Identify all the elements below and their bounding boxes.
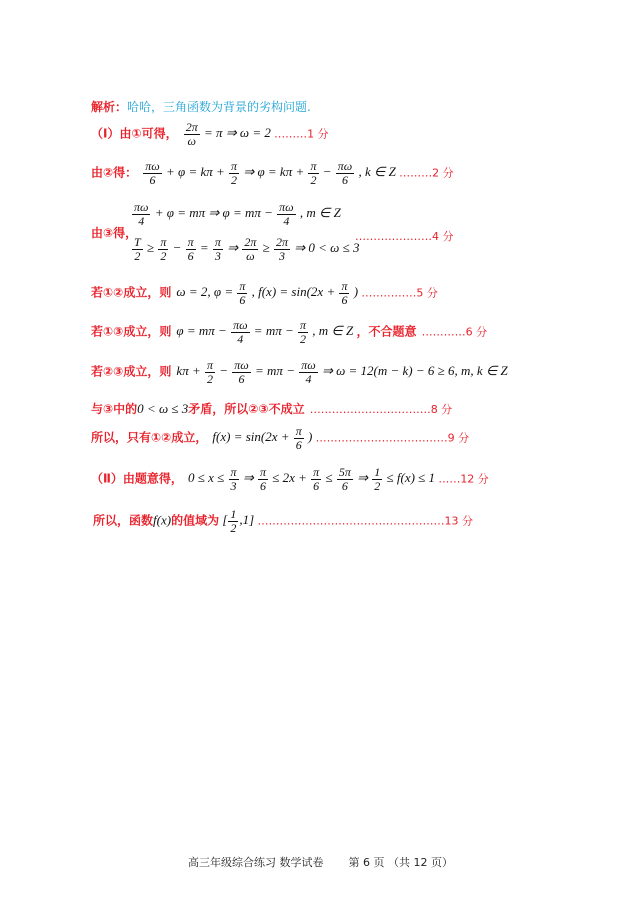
case13-label: 若①③成立，则 (91, 324, 172, 339)
case13-line: 若①③成立，则 φ = mπ − $\frac{\pi\omega}{4}$ = mπ − $\frac{\pi}{2}$ , m ∈ Z ，不合题意 …………6 分 (91, 318, 488, 346)
score-marker: ……………………………8 分 (309, 403, 453, 416)
score-marker: ……………………………………………13 分 (257, 514, 473, 528)
case13-note: ，不合题意 (356, 324, 417, 339)
step3-score-wrap (355, 225, 454, 244)
footer-page-number: 第 6 页 （共 12 页） (348, 856, 453, 869)
score-marker: ……………5 分 (361, 286, 438, 300)
step3-line1: $\frac{\pi\omega}{4}$ + φ = mπ ⇒ φ = mπ − $\frac{\pi\omega}{4}$ , m ∈ Z (134, 200, 341, 228)
step2-label: 由②得： (91, 165, 138, 180)
analysis-label: 解析： (91, 100, 128, 114)
range-label: 所以，函数 (93, 513, 154, 528)
conclusion-label: 所以，只有①②成立， (91, 430, 208, 445)
part1-line (91, 121, 329, 148)
analysis-text: 哈哈，三角函数为背景的劣构问题. (127, 100, 311, 114)
score-marker: …………6 分 (421, 325, 488, 339)
score-marker: …………………4 分 (355, 230, 454, 243)
range-line: 所以，函数f(x)的值域为 [ $\frac{1}{2}$ ,1] ……………………………………………13 分 (93, 507, 473, 535)
case12-line: 若①②成立，则 ω = 2, φ = $\frac{\pi}{6}$ , f(x) = sin(2x + $\frac{\pi}{6}$ ) ……………5 分 (91, 279, 438, 307)
step3-line2: $\frac{T}{2}$ ≥ $\frac{\pi}{2}$ − $\frac{\pi}{6}$ = $\frac{\pi}{3}$ ⇒ $\frac{2\pi}{\omega}$ ≥ $\frac{2\pi}{3}$ ⇒ 0 < ω ≤ 3 (134, 235, 360, 263)
analysis-line (91, 96, 311, 115)
case12-label: 若①②成立，则 (91, 285, 172, 300)
page-footer (188, 854, 453, 870)
score-marker: ………………………………9 分 (315, 431, 470, 445)
case23-line: 若②③成立，则 kπ + $\frac{\pi}{2}$ − $\frac{\pi\omega}{6}$ = mπ − $\frac{\pi\omega}{4}$ ⇒ ω = 12(m − k) − 6 ≥ 6, m, k ∈ Z (91, 358, 508, 386)
score-marker: ………2 分 (399, 166, 454, 180)
part1-label: （Ⅰ）由①可得， (91, 126, 178, 141)
contradiction-line: 与③中的0 < ω ≤ 3矛盾，所以②③不成立 ……………………………8 分 (91, 401, 453, 416)
case23-label: 若②③成立，则 (91, 364, 172, 379)
part2-label: （Ⅱ）由题意得， (91, 471, 183, 486)
step3-label: 由③得， (91, 226, 138, 240)
score-marker: ……12 分 (438, 472, 489, 486)
fraction: $\frac{2\pi}{\omega}$ (185, 120, 198, 148)
score-marker: ………1 分 (274, 127, 329, 141)
conclusion-line: 所以，只有①②成立， f(x) = sin(2x + $\frac{\pi}{6}$ ) ………………………………9 分 (91, 424, 470, 452)
step2-line: 由②得： $\frac{\pi\omega}{6}$ + φ = kπ + $\frac{\pi}{2}$ ⇒ φ = kπ + $\frac{\pi}{2}$ − $\frac{\pi\omega}{6}$ , k ∈ Z ………2 分 (91, 159, 454, 187)
part2-line: （Ⅱ）由题意得， 0 ≤ x ≤ $\frac{\pi}{3}$ ⇒ $\frac{\pi}{6}$ ≤ 2x + $\frac{\pi}{6}$ ≤ $\frac{5\pi}{6}$ ⇒ $\frac{1}{2}$ ≤ f(x) ≤ 1 ……12 分 (91, 465, 489, 493)
math-expression: = π ⇒ ω = 2 (204, 125, 271, 141)
footer-title: 高三年级综合练习 数学试卷 (188, 856, 324, 869)
